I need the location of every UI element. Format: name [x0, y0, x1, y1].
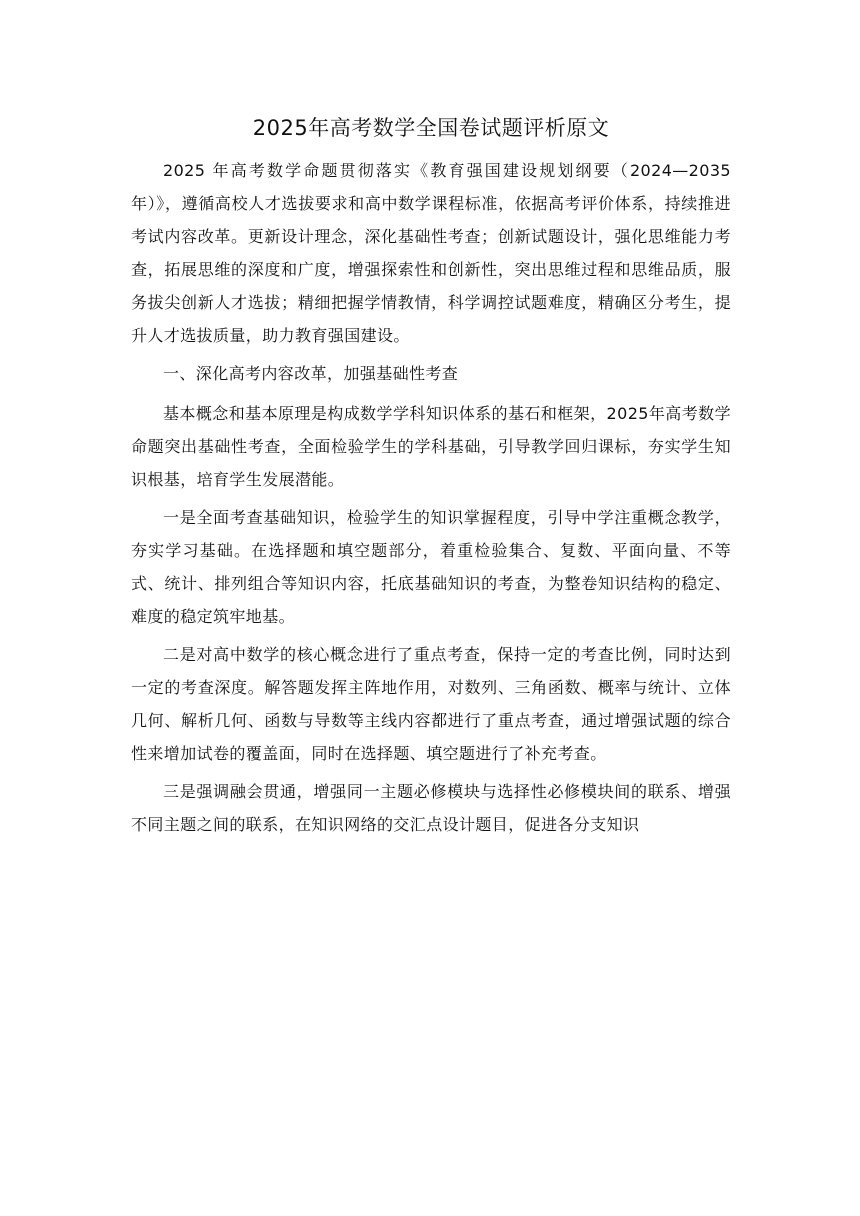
document-page — [131, 108, 731, 846]
body-paragraph: 二是对高中数学的核心概念进行了重点考查，保持一定的考查比例，同时达到一定的考查深度。解答题发挥主阵地作用，对数列、三角函数、概率与统计、立体几何、解析几何、函数与导数等主线内容都进行了重点考查，通过增强试题的综合性来增加试卷的覆盖面，同时在选择题、填空题进行了补充考查。 — [131, 645, 731, 763]
body-paragraph: 基本概念和基本原理是构成数学学科知识体系的基石和框架，2025年高考数学命题突出基础性考查，全面检验学生的学科基础，引导教学回归课标，夯实学生知识根基，培育学生发展潜能。 — [131, 404, 731, 489]
body-paragraph: 三是强调融会贯通，增强同一主题必修模块与选择性必修模块间的联系、增强不同主题之间的联系，在知识网络的交汇点设计题目，促进各分支知识 — [131, 782, 731, 834]
section-heading: 一、深化高考内容改革，加强基础性考查 — [163, 364, 459, 383]
document-title: 2025年高考数学全国卷试题评析原文 — [252, 116, 610, 140]
intro-paragraph: 2025 年高考数学命题贯彻落实《教育强国建设规划纲要（2024—2035年）》，遵循高校人才选拔要求和高中数学课程标准，依据高考评价体系，持续推进考试内容改革。更新设计理念，深化基础性考查；创新试题设计，强化思维能力考查，拓展思维的深度和广度，增强探索性和创新性，突出思维过程和思维品质，服务拔尖创新人才选拔；精细把握学情教情，科学调控试题难度，精确区分考生，提升人才选拔质量，助力教育强国建设。 — [131, 161, 731, 345]
body-paragraph: 一是全面考查基础知识，检验学生的知识掌握程度，引导中学注重概念教学，夯实学习基础。在选择题和填空题部分，着重检验集合、复数、平面向量、不等式、统计、排列组合等知识内容，托底基础知识的考查，为整卷知识结构的稳定、难度的稳定筑牢地基。 — [131, 508, 731, 626]
